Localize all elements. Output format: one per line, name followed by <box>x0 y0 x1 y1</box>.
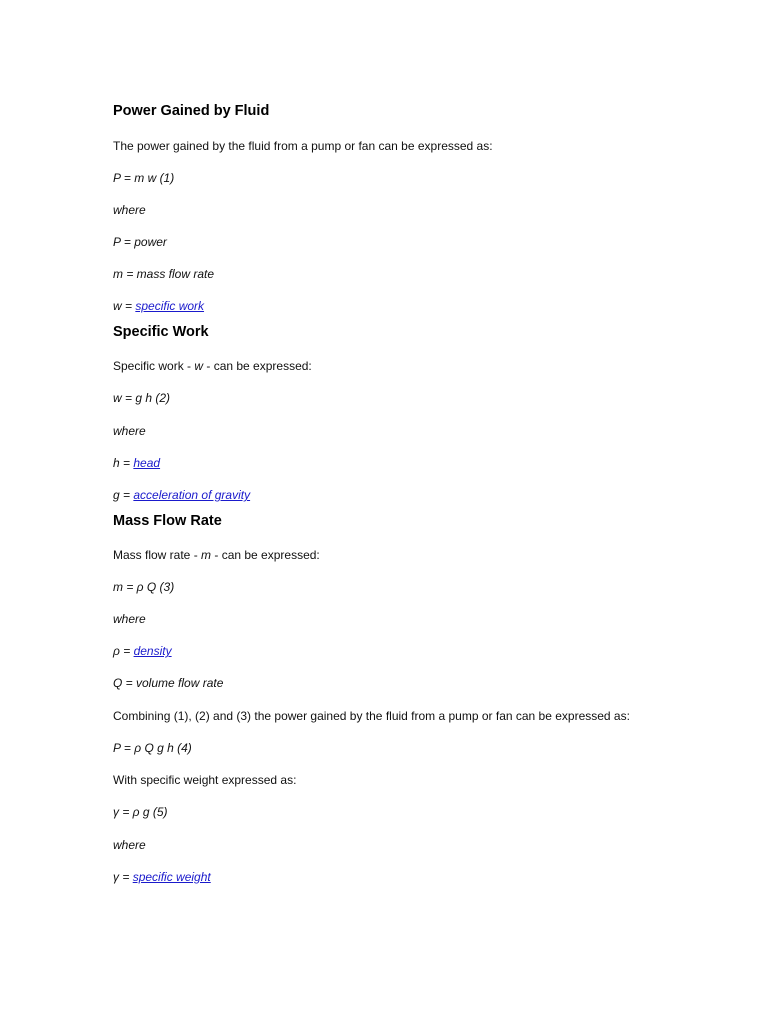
equation-3: m = ρ Q (3) <box>113 580 175 594</box>
specific-weight-intro-text: With specific weight expressed as: <box>113 773 297 787</box>
intro-text-before: Specific work - <box>113 359 195 373</box>
definition-power: P = power <box>113 235 167 249</box>
density-link[interactable]: density <box>133 644 172 658</box>
definition-volume-flow-rate: Q = volume flow rate <box>113 676 224 690</box>
definition-specific-weight <box>113 869 211 885</box>
intro-text-after: - can be expressed: <box>211 548 320 562</box>
intro-variable: m <box>201 548 212 562</box>
equation-4: P = ρ Q g h (4) <box>113 741 192 755</box>
definition-prefix: ρ = <box>113 644 134 658</box>
where-label: where <box>113 203 146 217</box>
heading-mass-flow-rate: Mass Flow Rate <box>113 513 222 529</box>
where-label: where <box>113 424 146 438</box>
definition-prefix: γ = <box>113 870 133 884</box>
intro-variable: w <box>194 359 204 373</box>
intro-text-after: - can be expressed: <box>203 359 312 373</box>
intro-text-before: Mass flow rate - <box>113 548 202 562</box>
definition-specific-work <box>113 298 204 314</box>
equation-2: w = g h (2) <box>113 391 171 405</box>
definition-density <box>113 643 172 659</box>
equation-1: P = m w (1) <box>113 171 175 185</box>
specific-weight-link[interactable]: specific weight <box>132 870 211 884</box>
specific-work-intro-text <box>113 358 312 374</box>
definition-gravity <box>113 487 250 503</box>
mass-flow-intro-text <box>113 547 320 563</box>
where-label: where <box>113 612 146 626</box>
definition-head <box>113 455 160 471</box>
heading-specific-work: Specific Work <box>113 324 209 340</box>
equation-5: γ = ρ g (5) <box>113 805 168 819</box>
definition-prefix: g = <box>113 488 134 502</box>
document-page <box>113 0 733 1024</box>
head-link[interactable]: head <box>133 456 161 470</box>
definition-prefix: w = <box>113 299 136 313</box>
definition-prefix: h = <box>113 456 134 470</box>
heading-power-gained: Power Gained by Fluid <box>113 103 270 119</box>
where-label: where <box>113 838 146 852</box>
acceleration-of-gravity-link[interactable]: acceleration of gravity <box>133 488 251 502</box>
definition-mass-flow-rate: m = mass flow rate <box>113 267 215 281</box>
combining-text: Combining (1), (2) and (3) the power gained by the fluid from a pump or fan can be expressed as: <box>113 709 630 723</box>
power-intro-text: The power gained by the fluid from a pump or fan can be expressed as: <box>113 139 493 153</box>
specific-work-link[interactable]: specific work <box>135 299 205 313</box>
